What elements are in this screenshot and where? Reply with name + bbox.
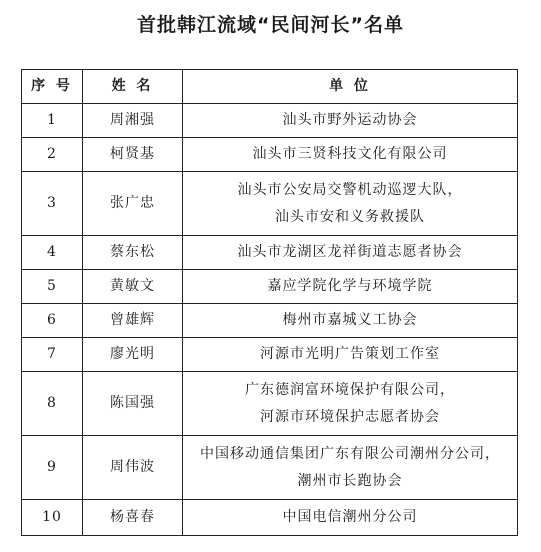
- row-name: 杨喜春: [83, 500, 183, 536]
- unit-line: 潮州市长跑协会: [297, 472, 403, 489]
- table-row: [22, 500, 518, 536]
- row-unit: [183, 436, 518, 500]
- river-chief-table: [21, 69, 518, 536]
- table-row: [22, 304, 518, 338]
- row-number: 7: [22, 338, 83, 372]
- table-row: [22, 172, 518, 236]
- row-name: 蔡东松: [83, 236, 183, 270]
- row-unit: [183, 138, 518, 172]
- unit-line: 汕头市野外运动协会: [282, 112, 418, 128]
- unit-line: 汕头市龙湖区龙祥街道志愿者协会: [237, 244, 463, 260]
- row-name: 曾雄辉: [83, 304, 183, 338]
- header-name: 姓 名: [83, 70, 183, 104]
- row-unit: [183, 270, 518, 304]
- unit-line: 广东德润富环境保护有限公司，: [245, 381, 455, 398]
- row-number: 10: [22, 500, 83, 536]
- table-row: [22, 138, 518, 172]
- row-name: 陈国强: [83, 372, 183, 436]
- table-row: [22, 338, 518, 372]
- document-title: 首批韩江流域“民间河长”名单: [137, 14, 404, 36]
- row-unit: [183, 104, 518, 138]
- row-number: 1: [22, 104, 83, 138]
- unit-line: 中国电信潮州分公司: [282, 509, 418, 525]
- row-number: 5: [22, 270, 83, 304]
- row-name: 周伟波: [83, 436, 183, 500]
- unit-line: 汕头市三贤科技文化有限公司: [252, 146, 448, 162]
- row-name: 柯贤基: [83, 138, 183, 172]
- unit-line: 汕头市公安局交警机动巡逻大队，: [237, 181, 463, 198]
- table-row: [22, 236, 518, 270]
- row-name: 张广忠: [83, 172, 183, 236]
- table-header-row: [22, 70, 518, 104]
- unit-line: 中国移动通信集团广东有限公司潮州分公司，: [200, 445, 500, 462]
- unit-line: 汕头市安和义务救援队: [275, 208, 425, 225]
- table-row: [22, 104, 518, 138]
- row-unit: [183, 236, 518, 270]
- table-row: [22, 372, 518, 436]
- row-name: 周湘强: [83, 104, 183, 138]
- row-name: 黄敏文: [83, 270, 183, 304]
- unit-line: 梅州市嘉城义工协会: [282, 312, 418, 328]
- row-unit: [183, 500, 518, 536]
- header-number: 序 号: [22, 70, 83, 104]
- row-name: 廖光明: [83, 338, 183, 372]
- row-unit: [183, 304, 518, 338]
- row-number: 8: [22, 372, 83, 436]
- row-unit: [183, 172, 518, 236]
- row-unit: [183, 372, 518, 436]
- table-row: [22, 436, 518, 500]
- row-number: 3: [22, 172, 83, 236]
- unit-line: 河源市环境保护志愿者协会: [260, 408, 440, 425]
- row-number: 6: [22, 304, 83, 338]
- row-unit: [183, 338, 518, 372]
- row-number: 2: [22, 138, 83, 172]
- table-row: [22, 270, 518, 304]
- row-number: 9: [22, 436, 83, 500]
- unit-line: 嘉应学院化学与环境学院: [267, 278, 433, 294]
- unit-line: 河源市光明广告策划工作室: [260, 346, 440, 362]
- header-unit: 单 位: [183, 70, 518, 104]
- row-number: 4: [22, 236, 83, 270]
